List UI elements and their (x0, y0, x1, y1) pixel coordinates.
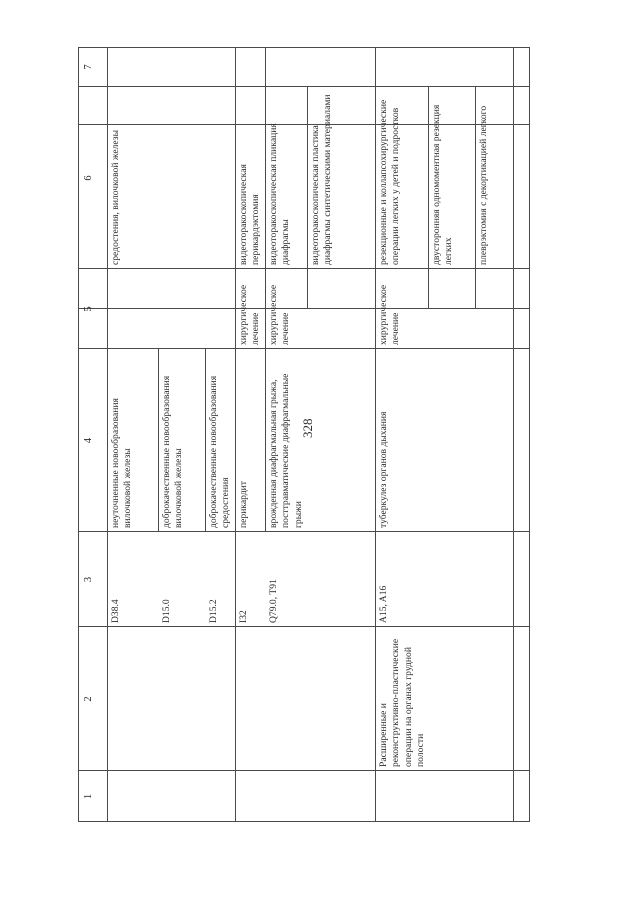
code-cell: D15.2 (208, 599, 219, 623)
method-cell: плеврэктомия с декортикацией легкого (478, 105, 489, 265)
method-cell: видеоторакоскопическая перикардэктомия (238, 164, 262, 265)
header-col-2: 2 (83, 696, 94, 702)
treatment-cell: хирургическое лечение (238, 284, 262, 345)
procedure-name-cell: Расширенные и реконструктивно-пластические операции на органах грудной полости (378, 638, 427, 767)
table-border-bottom (529, 47, 530, 822)
table-border-right (78, 47, 530, 48)
method-cell: двусторонняя одномоментная резекция легких (431, 104, 455, 265)
header-col-4: 4 (83, 437, 94, 444)
table (78, 47, 530, 822)
method-cell: средостения, вилочковой железы (110, 129, 121, 265)
code-cell: A15, A16 (378, 585, 389, 623)
page-number: 328 (300, 418, 315, 438)
rotated-table (78, 47, 530, 822)
method-cell: видеоторакоскопическая пликация диафрагмы (268, 123, 292, 265)
treatment-cell: хирургическое лечение (378, 284, 402, 345)
diagnosis-cell: врожденная диафрагмальная грыжа, посттравматические диафрагмальные грыжи (268, 373, 304, 528)
header-col-7: 7 (83, 64, 94, 70)
code-cell: I32 (238, 610, 249, 623)
code-cell: D38.4 (110, 599, 121, 623)
diagnosis-cell: доброкачественные новообразования вилочковой железы (161, 375, 185, 528)
row-divider (513, 47, 514, 822)
code-cell: D15.0 (161, 599, 172, 623)
header-col-6: 6 (83, 175, 94, 181)
code-cell: Q79.0, T91 (268, 579, 279, 623)
diagnosis-cell: неуточненные новообразования вилочковой железы (110, 398, 134, 528)
table-border-left (78, 821, 530, 822)
diagnosis-cell: перикардит (238, 481, 249, 528)
diagnosis-cell: доброкачественные новообразования средостения (208, 375, 232, 528)
header-col-3: 3 (83, 576, 94, 583)
header-col-5: 5 (83, 306, 94, 312)
diagnosis-cell: туберкулез органов дыхания (378, 411, 389, 528)
method-cell: резекционные и коллапсохирургические операции легких у детей и подростков (378, 99, 402, 265)
method-cell: видеоторакоскопическая пластика диафрагмы синтетическими материалами (310, 94, 334, 265)
treatment-cell: хирургическое лечение (268, 284, 292, 345)
header-col-1: 1 (83, 793, 94, 800)
